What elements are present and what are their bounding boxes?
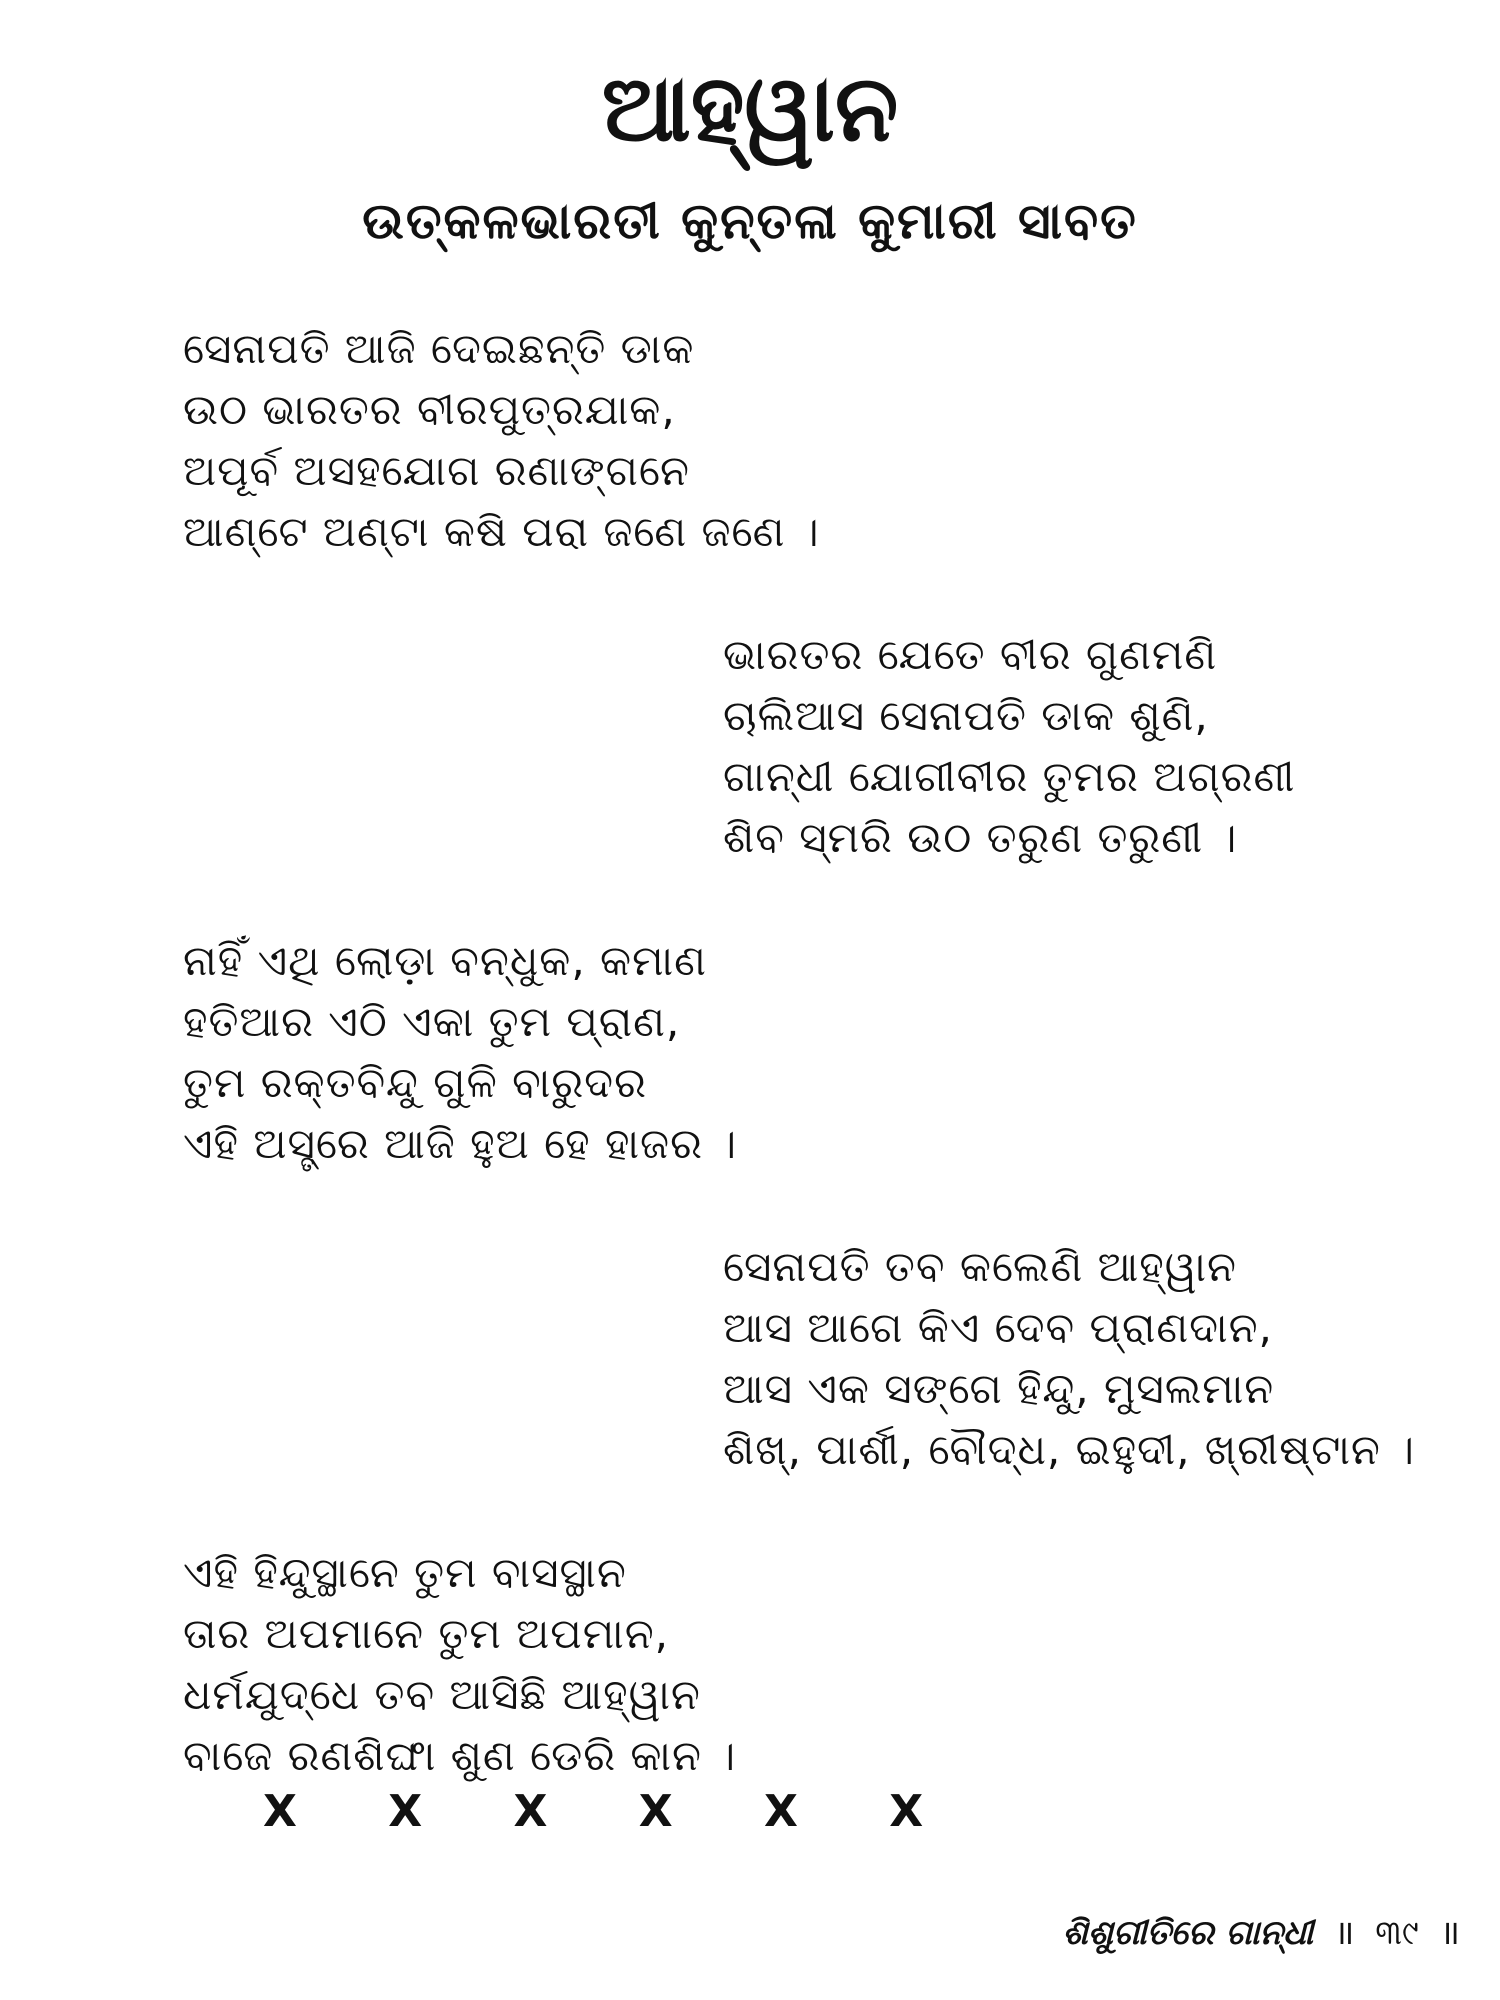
stanza-line: ଆଣ୍ଟେ ଅଣ୍ଟା କଷି ପରା ଜଣେ ଜଣେ । [183,507,820,556]
stanza-line: ସେନାପତି ତବ କଲେଣି ଆହ୍ୱାନ [723,1242,1237,1291]
poem-author: ଉତ୍କଳଭାରତୀ କୁନ୍ତଳା କୁମାରୀ ସାବତ [362,192,1138,250]
stanza-line: ସେନାପତି ଆଜି ଦେଇଛନ୍ତି ଡାକ [183,324,695,373]
stanza-line: ଚାଲିଆସ ସେନାପତି ଡାକ ଶୁଣି, [723,691,1209,740]
stanza-line: ଗାନ୍ଧୀ ଯୋଗୀବୀର ତୁମର ଅଗ୍ରଣୀ [723,752,1296,801]
stanza-line: ଏହି ହିନ୍ଦୁସ୍ଥାନେ ତୁମ ବାସସ୍ଥାନ [183,1548,627,1597]
stanza-line: ଆସ ଏକ ସଙ୍ଗେ ହିନ୍ଦୁ, ମୁସଲମାନ [723,1364,1275,1413]
stanza-line: ନାହିଁ ଏଥି ଲୋଡ଼ା ବନ୍ଧୁକ, କମାଣ [183,936,707,985]
stanza-line: ତୁମ ରକ୍ତବିନ୍ଦୁ ଗୁଳି ବାରୁଦର [183,1058,647,1107]
stanza-line: ଧର୍ମଯୁଦ୍ଧେ ତବ ଆସିଛି ଆହ୍ୱାନ [183,1670,701,1719]
poem-title: ଆହ୍ୱାନ [601,55,899,162]
stanza-line: ତାର ଅପମାନେ ତୁମ ଅପମାନ, [183,1609,670,1658]
stanza-3 [183,930,737,1174]
stanza-2 [723,624,1295,868]
page-number: ୩୯ [1375,1913,1419,1953]
stanza-line: ଶିବ ସ୍ମରି ଉଠ ତରୁଣ ତରୁଣୀ । [723,813,1238,862]
footer-end-separator: ॥ [1439,1913,1460,1953]
stanza-4 [723,1236,1415,1480]
page-footer [1062,1908,1470,1954]
stanza-5 [183,1542,736,1786]
stanza-line: ଭାରତର ଯେତେ ବୀର ଗୁଣମଣି [723,630,1218,679]
stanza-line: ଆସ ଆଗେ କିଏ ଦେବ ପ୍ରାଣଦାନ, [723,1303,1273,1352]
book-title: ଶିଶୁଗୀତିରେ ଗାନ୍ଧୀ [1062,1913,1314,1953]
stanza-1 [183,318,820,562]
stanza-line: ଏହି ଅସ୍ତ୍ରେ ଆଜି ହୁଅ ହେ ହାଜର । [183,1119,738,1168]
stanza-line: ଅପୂର୍ବ ଅସହଯୋଗ ରଣାଙ୍ଗନେ [183,446,690,495]
stanza-line: ବାଜେ ରଣଶିଙ୍ଘା ଶୁଣ ଡେରି କାନ । [183,1731,737,1780]
poem-end-marks: X X X X X X [263,1786,962,1837]
stanza-line: ଶିଖ୍, ପାର୍ଶୀ, ବୌଦ୍ଧ, ଇହୁଦୀ, ଖ୍ରୀଷ୍ଟାନ । [723,1425,1416,1474]
stanza-line: ହତିଆର ଏଠି ଏକା ତୁମ ପ୍ରାଣ, [183,997,681,1046]
stanza-line: ଉଠ ଭାରତର ବୀରପୁତ୍ରଯାକ, [183,385,676,434]
footer-separator: ॥ [1334,1913,1355,1953]
